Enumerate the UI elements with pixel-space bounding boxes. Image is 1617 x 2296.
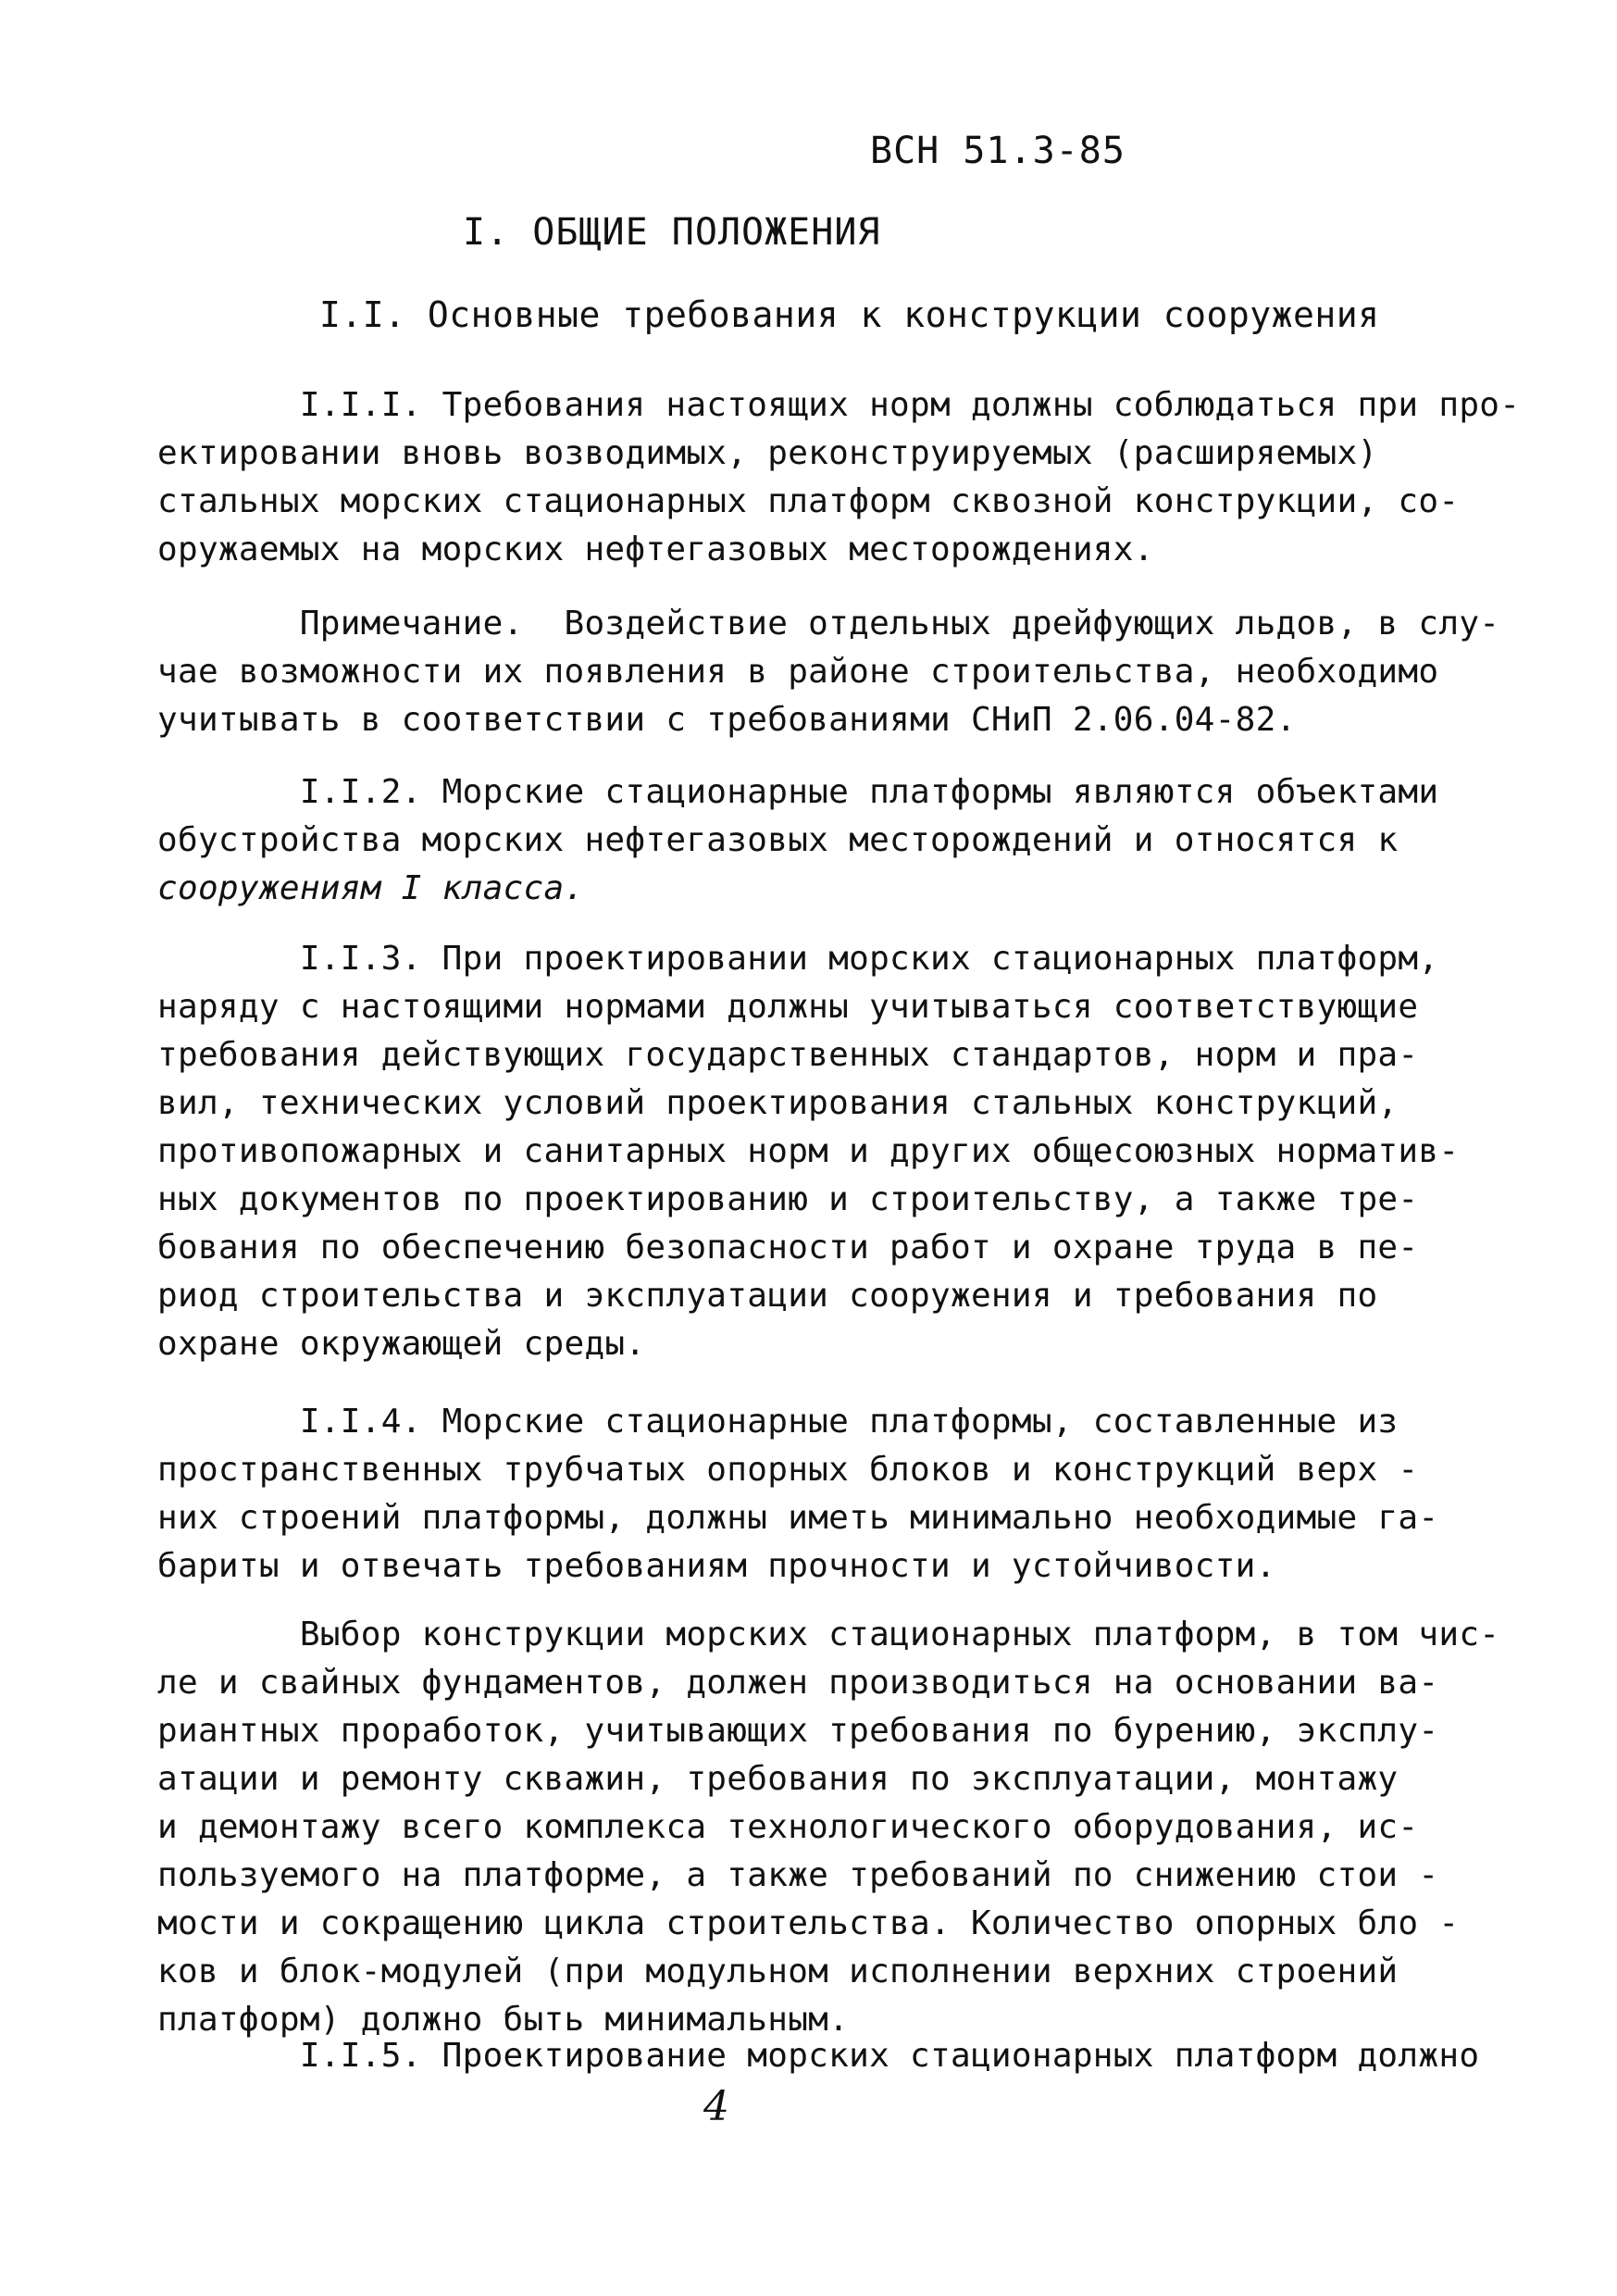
page-number: 4 bbox=[703, 2083, 729, 2130]
text-line: вил, технических условий проектирования стальных конструкций, bbox=[157, 1084, 1399, 1122]
paragraph-1-1-4 bbox=[157, 1398, 1472, 1591]
paragraph-1-1-2 bbox=[157, 768, 1472, 913]
text-line: риантных проработок, учитывающих требования по бурению, эксплу- bbox=[157, 1712, 1439, 1750]
text-line: бования по обеспечению безопасности работ и охране труда в пе- bbox=[157, 1229, 1419, 1267]
text-line: I.I.4. Морские стационарные платформы, составленные из bbox=[157, 1403, 1399, 1441]
text-line: требования действующих государственных стандартов, норм и пра- bbox=[157, 1036, 1419, 1074]
text-line: платформ) должно быть минимальным. bbox=[157, 2001, 850, 2039]
text-line: пространственных трубчатых опорных блоков и конструкций верх - bbox=[157, 1451, 1419, 1489]
text-line: риод строительства и эксплуатации сооружения и требования по bbox=[157, 1277, 1378, 1315]
paragraph-1-1-5 bbox=[157, 2032, 1480, 2080]
text-line: обустройства морских нефтегазовых месторождений и относятся к bbox=[157, 821, 1399, 859]
text-line: сооружениям I класса. bbox=[157, 869, 585, 907]
text-line: ных документов по проектированию и строительству, а также тре- bbox=[157, 1180, 1419, 1218]
subsection-title: I.I. Основные требования к конструкции сооружения bbox=[319, 294, 1380, 335]
text-line: учитывать в соответствии с требованиями СНиП 2.06.04-82. bbox=[157, 701, 1297, 739]
text-line: охране окружающей среды. bbox=[157, 1325, 646, 1363]
text-line: наряду с настоящими нормами должны учитываться соответствующие bbox=[157, 988, 1419, 1026]
text-line: мости и сокращению цикла строительства. Количество опорных бло - bbox=[157, 1904, 1460, 1942]
text-line: ков и блок-модулей (при модульном исполнении верхних строений bbox=[157, 1953, 1399, 1990]
text-line: Примечание. Воздействие отдельных дрейфующих льдов, в слу- bbox=[157, 605, 1500, 643]
text-line: I.I.I. Требования настоящих норм должны соблюдаться при про- bbox=[157, 386, 1521, 424]
note-paragraph bbox=[157, 600, 1500, 744]
text-line: I.I.3. При проектировании морских стационарных платформ, bbox=[157, 940, 1439, 978]
text-line: ле и свайных фундаментов, должен производиться на основании ва- bbox=[157, 1664, 1439, 1702]
text-line: атации и ремонту скважин, требования по эксплуатации, монтажу bbox=[157, 1760, 1399, 1798]
text-line: I.I.5. Проектирование морских стационарных платформ должно bbox=[157, 2037, 1480, 2075]
section-title: I. ОБЩИЕ ПОЛОЖЕНИЯ bbox=[463, 211, 881, 254]
text-line: пользуемого на платформе, а также требований по снижению стои - bbox=[157, 1856, 1439, 1894]
text-line: противопожарных и санитарных норм и других общесоюзных норматив- bbox=[157, 1132, 1460, 1170]
paragraph-1-1-1 bbox=[157, 381, 1521, 574]
text-line: и демонтажу всего комплекса технологического оборудования, ис- bbox=[157, 1808, 1419, 1846]
paragraph-construction-choice bbox=[157, 1611, 1500, 2044]
text-line: I.I.2. Морские стационарные платформы являются объектами bbox=[157, 773, 1439, 811]
text-line: них строений платформы, должны иметь минимально необходимые га- bbox=[157, 1499, 1439, 1537]
text-line: стальных морских стационарных платформ сквозной конструкции, со- bbox=[157, 482, 1460, 520]
doc-code: ВСН 51.3-85 bbox=[870, 130, 1126, 172]
text-line: чае возможности их появления в районе строительства, необходимо bbox=[157, 653, 1439, 691]
text-line: ектировании вновь возводимых, реконструируемых (расширяемых) bbox=[157, 434, 1378, 472]
text-line: оружаемых на морских нефтегазовых месторождениях. bbox=[157, 530, 1154, 568]
text-line: бариты и отвечать требованиям прочности и устойчивости. bbox=[157, 1547, 1276, 1585]
text-line: Выбор конструкции морских стационарных платформ, в том чис- bbox=[157, 1616, 1500, 1653]
paragraph-1-1-3 bbox=[157, 935, 1472, 1368]
